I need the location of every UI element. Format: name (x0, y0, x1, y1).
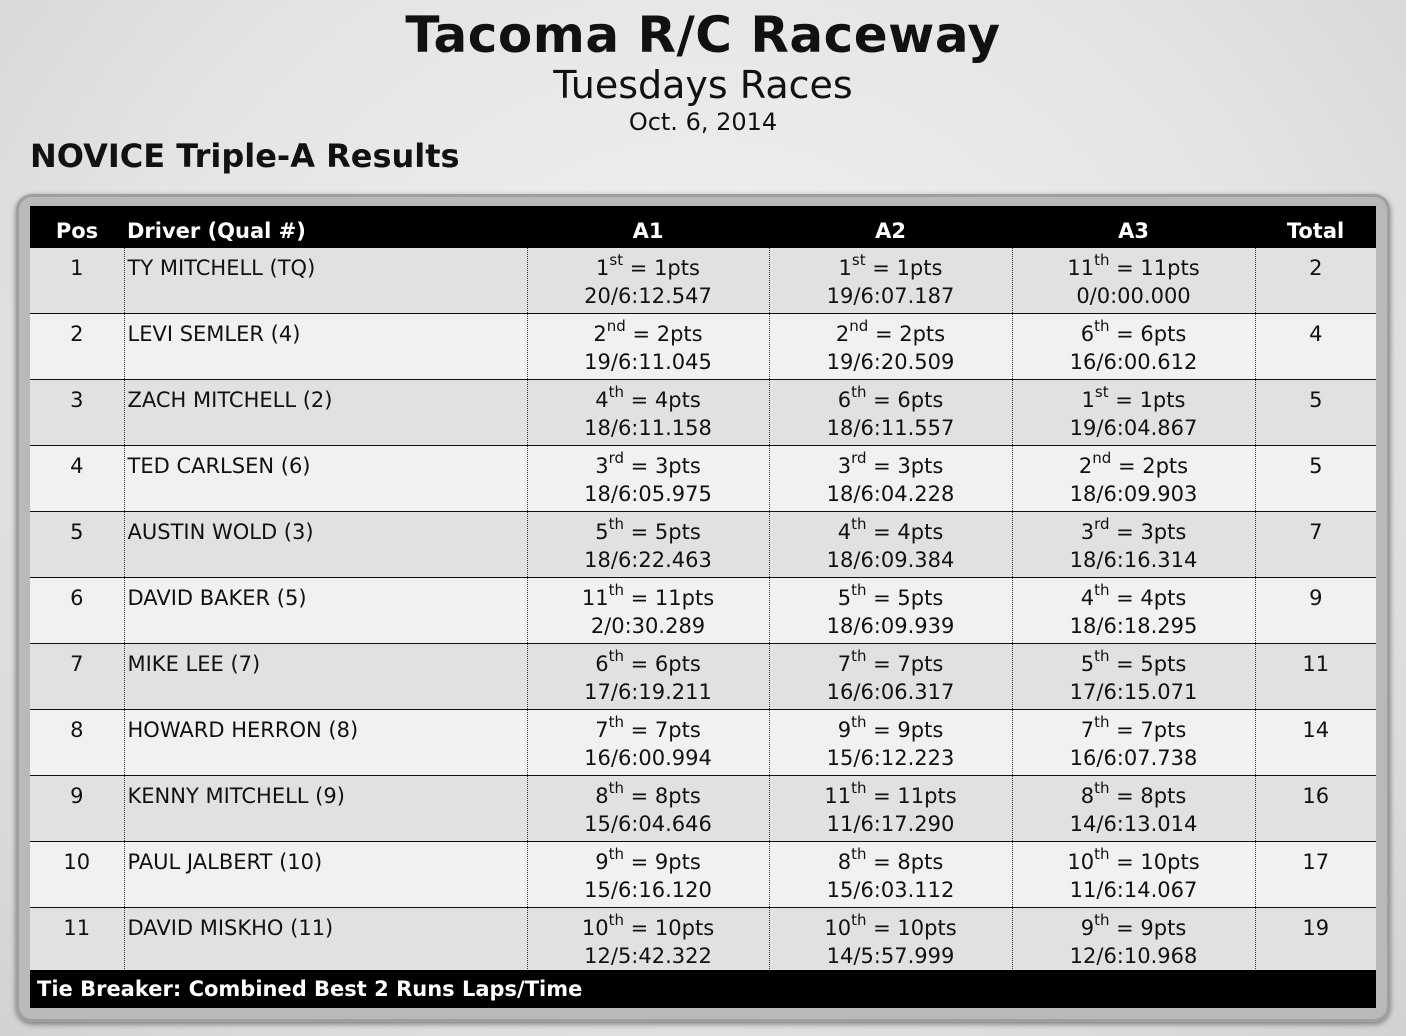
finish-result (770, 776, 1012, 810)
driver-name: TED CARLSEN (6) (127, 454, 311, 478)
finish-points: = 7pts (866, 652, 944, 676)
finish-place: 3 (837, 454, 852, 478)
total-cell (1255, 314, 1376, 380)
finish-place: 9 (1080, 916, 1095, 940)
laps-time: 15/6:04.646 (584, 812, 712, 836)
pos-cell (30, 248, 124, 314)
a1-cell (527, 578, 769, 644)
laps-time: 0/0:00.000 (1076, 284, 1191, 308)
place-suffix: rd (608, 449, 624, 467)
place-suffix: th (1094, 911, 1110, 929)
place-suffix: nd (606, 317, 626, 335)
pos-value: 1 (70, 256, 84, 280)
finish-place: 1 (1081, 388, 1095, 412)
finish-result (528, 512, 769, 546)
place-suffix: st (851, 251, 866, 269)
column-header-driver: Driver (Qual #) (124, 206, 527, 248)
laps-time: 18/6:11.557 (826, 416, 955, 440)
driver-cell (124, 512, 527, 578)
a2-cell (769, 776, 1012, 842)
place-suffix: th (608, 845, 624, 863)
place-suffix: th (608, 713, 624, 731)
laps-time: 20/6:12.547 (584, 284, 712, 308)
place-suffix: th (608, 383, 624, 401)
driver-cell (124, 380, 527, 446)
laps-time: 16/6:00.994 (584, 746, 712, 770)
finish-points: = 4pts (623, 388, 701, 412)
finish-result (528, 314, 769, 348)
laps-time: 18/6:05.975 (584, 482, 712, 506)
total-cell (1255, 776, 1376, 842)
pos-value: 11 (63, 916, 91, 940)
finish-result (528, 578, 769, 612)
pos-value: 6 (70, 586, 84, 610)
finish-result (770, 512, 1012, 546)
a2-cell (769, 380, 1012, 446)
total-cell (1255, 512, 1376, 578)
finish-place: 2 (835, 322, 850, 346)
driver-cell (124, 776, 527, 842)
laps-time: 17/6:15.071 (1069, 680, 1198, 704)
table-row (30, 842, 1376, 908)
a1-cell (527, 380, 769, 446)
finish-points: = 9pts (1109, 916, 1187, 940)
finish-result (528, 710, 769, 744)
finish-place: 4 (837, 520, 852, 544)
a2-cell (769, 446, 1012, 512)
pos-cell (30, 380, 124, 446)
finish-points: = 8pts (866, 850, 944, 874)
finish-place: 11 (824, 784, 852, 808)
finish-points: = 1pts (623, 256, 700, 280)
driver-name: DAVID BAKER (5) (127, 586, 307, 610)
a3-cell (1012, 512, 1255, 578)
finish-result (528, 644, 769, 678)
total-cell (1255, 908, 1376, 974)
finish-points: = 7pts (623, 718, 701, 742)
pos-value: 4 (70, 454, 84, 478)
place-suffix: th (851, 647, 867, 665)
finish-points: = 2pts (625, 322, 703, 346)
a2-cell (769, 842, 1012, 908)
a1-cell (527, 446, 769, 512)
finish-result (770, 710, 1012, 744)
finish-points: = 6pts (866, 388, 944, 412)
place-suffix: th (1094, 251, 1110, 269)
finish-result (1013, 842, 1255, 876)
place-suffix: th (1094, 317, 1110, 335)
driver-name: PAUL JALBERT (10) (127, 850, 323, 874)
pos-cell (30, 644, 124, 710)
table-row (30, 512, 1376, 578)
finish-points: = 11pts (623, 586, 715, 610)
total-cell (1255, 578, 1376, 644)
pos-cell (30, 710, 124, 776)
pos-cell (30, 512, 124, 578)
finish-result (770, 578, 1012, 612)
pos-cell (30, 908, 124, 974)
a2-cell (769, 248, 1012, 314)
a3-cell (1012, 644, 1255, 710)
laps-time: 18/6:09.903 (1069, 482, 1198, 506)
place-suffix: th (608, 911, 624, 929)
finish-points: = 7pts (1109, 718, 1187, 742)
finish-place: 2 (1078, 454, 1093, 478)
table-row (30, 314, 1376, 380)
finish-result (1013, 908, 1255, 942)
driver-cell (124, 644, 527, 710)
driver-name: DAVID MISKHO (11) (127, 916, 334, 940)
finish-points: = 8pts (1109, 784, 1187, 808)
section-title: NOVICE Triple-A Results (30, 137, 460, 175)
laps-time: 19/6:07.187 (826, 284, 955, 308)
column-header-pos: Pos (30, 206, 124, 248)
pos-value: 3 (70, 388, 84, 412)
finish-place: 10 (1067, 850, 1095, 874)
finish-points: = 11pts (866, 784, 957, 808)
a1-cell (527, 644, 769, 710)
laps-time: 16/6:07.738 (1069, 746, 1198, 770)
laps-time: 12/5:42.322 (584, 944, 712, 968)
finish-result (770, 446, 1012, 480)
driver-name: AUSTIN WOLD (3) (127, 520, 314, 544)
finish-points: = 10pts (623, 916, 715, 940)
place-suffix: th (851, 581, 867, 599)
table-row (30, 710, 1376, 776)
finish-place: 11 (1067, 256, 1095, 280)
driver-cell (124, 248, 527, 314)
place-suffix: th (851, 515, 867, 533)
table-row (30, 248, 1376, 314)
pos-value: 7 (70, 652, 84, 676)
pos-cell (30, 842, 124, 908)
finish-place: 6 (595, 652, 609, 676)
finish-place: 7 (1080, 718, 1095, 742)
table-row (30, 908, 1376, 974)
laps-time: 16/6:06.317 (826, 680, 955, 704)
column-header-a1: A1 (527, 206, 769, 248)
finish-points: = 3pts (866, 454, 944, 478)
place-suffix: th (1094, 779, 1110, 797)
pos-cell (30, 578, 124, 644)
finish-result (528, 908, 769, 942)
finish-place: 3 (595, 454, 609, 478)
total-cell (1255, 842, 1376, 908)
total-points: 14 (1302, 718, 1330, 742)
finish-result (770, 380, 1012, 414)
a1-cell (527, 842, 769, 908)
driver-name: ZACH MITCHELL (2) (127, 388, 333, 412)
finish-place: 4 (595, 388, 609, 412)
finish-result (1013, 578, 1255, 612)
total-cell (1255, 446, 1376, 512)
finish-result (528, 446, 769, 480)
finish-place: 5 (1080, 652, 1095, 676)
a3-cell (1012, 314, 1255, 380)
laps-time: 18/6:04.228 (826, 482, 955, 506)
laps-time: 19/6:11.045 (584, 350, 712, 374)
finish-points: = 2pts (868, 322, 946, 346)
total-points: 7 (1309, 520, 1323, 544)
total-points: 9 (1309, 586, 1323, 610)
finish-points: = 5pts (866, 586, 944, 610)
driver-name: KENNY MITCHELL (9) (127, 784, 345, 808)
table-row (30, 380, 1376, 446)
laps-time: 18/6:22.463 (584, 548, 712, 572)
finish-result (528, 248, 769, 282)
pos-value: 5 (70, 520, 84, 544)
laps-time: 11/6:17.290 (826, 812, 955, 836)
place-suffix: st (1094, 383, 1109, 401)
finish-place: 8 (1080, 784, 1095, 808)
finish-place: 6 (1080, 322, 1095, 346)
laps-time: 12/6:10.968 (1069, 944, 1198, 968)
finish-result (1013, 710, 1255, 744)
place-suffix: th (1094, 713, 1110, 731)
a1-cell (527, 512, 769, 578)
a1-cell (527, 908, 769, 974)
a3-cell (1012, 710, 1255, 776)
laps-time: 18/6:09.939 (826, 614, 955, 638)
a2-cell (769, 314, 1012, 380)
finish-result (1013, 644, 1255, 678)
pos-cell (30, 446, 124, 512)
driver-name: TY MITCHELL (TQ) (127, 256, 316, 280)
a3-cell (1012, 842, 1255, 908)
laps-time: 16/6:00.612 (1069, 350, 1198, 374)
driver-cell (124, 908, 527, 974)
finish-result (1013, 446, 1255, 480)
total-cell (1255, 248, 1376, 314)
finish-result (1013, 314, 1255, 348)
a2-cell (769, 578, 1012, 644)
place-suffix: th (608, 779, 624, 797)
laps-time: 15/6:12.223 (826, 746, 955, 770)
page-subtitle: Tuesdays Races (553, 63, 853, 107)
driver-cell (124, 446, 527, 512)
finish-place: 1 (596, 256, 610, 280)
finish-points: = 6pts (623, 652, 701, 676)
finish-place: 10 (581, 916, 609, 940)
place-suffix: th (608, 581, 624, 599)
a1-cell (527, 710, 769, 776)
finish-place: 4 (1080, 586, 1095, 610)
laps-time: 18/6:11.158 (584, 416, 712, 440)
results-table (30, 206, 1376, 974)
place-suffix: th (608, 647, 624, 665)
finish-points: = 8pts (623, 784, 701, 808)
driver-cell (124, 314, 527, 380)
total-points: 16 (1302, 784, 1330, 808)
total-points: 17 (1302, 850, 1330, 874)
finish-place: 7 (595, 718, 609, 742)
a2-cell (769, 710, 1012, 776)
pos-value: 10 (63, 850, 91, 874)
place-suffix: th (1094, 845, 1110, 863)
a3-cell (1012, 248, 1255, 314)
a1-cell (527, 776, 769, 842)
finish-points: = 9pts (623, 850, 701, 874)
laps-time: 15/6:16.120 (584, 878, 712, 902)
total-points: 5 (1309, 388, 1323, 412)
laps-time: 17/6:19.211 (584, 680, 712, 704)
finish-place: 6 (837, 388, 852, 412)
driver-name: MIKE LEE (7) (127, 652, 261, 676)
table-row (30, 776, 1376, 842)
finish-points: = 5pts (623, 520, 701, 544)
column-header-a3: A3 (1012, 206, 1255, 248)
finish-points: = 6pts (1109, 322, 1187, 346)
total-cell (1255, 710, 1376, 776)
place-suffix: rd (851, 449, 867, 467)
finish-result (770, 248, 1012, 282)
pos-value: 8 (70, 718, 84, 742)
page-title: Tacoma R/C Raceway (405, 6, 1001, 64)
laps-time: 18/6:09.384 (826, 548, 955, 572)
finish-place: 10 (824, 916, 852, 940)
column-header-a2: A2 (769, 206, 1012, 248)
a3-cell (1012, 578, 1255, 644)
finish-result (1013, 776, 1255, 810)
finish-result (770, 314, 1012, 348)
place-suffix: th (851, 845, 867, 863)
place-suffix: nd (1092, 449, 1112, 467)
a3-cell (1012, 776, 1255, 842)
laps-time: 15/6:03.112 (826, 878, 955, 902)
driver-cell (124, 842, 527, 908)
finish-points: = 1pts (865, 256, 943, 280)
pos-cell (30, 776, 124, 842)
a3-cell (1012, 446, 1255, 512)
table-row (30, 578, 1376, 644)
place-suffix: rd (1094, 515, 1110, 533)
laps-time: 19/6:04.867 (1069, 416, 1198, 440)
a1-cell (527, 248, 769, 314)
finish-points: = 1pts (1108, 388, 1186, 412)
driver-name: HOWARD HERRON (8) (127, 718, 359, 742)
finish-points: = 4pts (866, 520, 944, 544)
place-suffix: th (851, 779, 867, 797)
table-header-row (30, 206, 1376, 248)
place-suffix: th (851, 911, 867, 929)
place-suffix: th (608, 515, 624, 533)
finish-result (1013, 380, 1255, 414)
table-row (30, 644, 1376, 710)
a3-cell (1012, 380, 1255, 446)
driver-cell (124, 710, 527, 776)
laps-time: 14/6:13.014 (1069, 812, 1198, 836)
a1-cell (527, 314, 769, 380)
total-points: 4 (1309, 322, 1323, 346)
finish-points: = 5pts (1109, 652, 1187, 676)
place-suffix: th (851, 383, 867, 401)
laps-time: 11/6:14.067 (1069, 878, 1198, 902)
finish-points: = 9pts (866, 718, 944, 742)
finish-result (770, 842, 1012, 876)
total-cell (1255, 380, 1376, 446)
pos-cell (30, 314, 124, 380)
finish-place: 8 (595, 784, 609, 808)
place-suffix: st (609, 251, 624, 269)
driver-cell (124, 578, 527, 644)
pos-value: 9 (70, 784, 84, 808)
finish-place: 9 (595, 850, 609, 874)
laps-time: 18/6:18.295 (1069, 614, 1198, 638)
finish-place: 11 (581, 586, 609, 610)
laps-time: 2/0:30.289 (590, 614, 706, 638)
total-points: 11 (1302, 652, 1330, 676)
laps-time: 18/6:16.314 (1069, 548, 1198, 572)
finish-result (1013, 248, 1255, 282)
a2-cell (769, 644, 1012, 710)
tie-breaker-note: Tie Breaker: Combined Best 2 Runs Laps/Time (30, 970, 1376, 1008)
place-suffix: th (1094, 647, 1110, 665)
finish-result (528, 776, 769, 810)
finish-points: = 4pts (1109, 586, 1187, 610)
place-suffix: th (1094, 581, 1110, 599)
finish-points: = 11pts (1109, 256, 1200, 280)
place-suffix: nd (849, 317, 869, 335)
table-row (30, 446, 1376, 512)
finish-place: 7 (837, 652, 852, 676)
finish-place: 9 (837, 718, 852, 742)
total-cell (1255, 644, 1376, 710)
finish-place: 5 (595, 520, 609, 544)
finish-place: 1 (838, 256, 852, 280)
laps-time: 14/5:57.999 (826, 944, 955, 968)
column-header-total: Total (1255, 206, 1376, 248)
finish-points: = 10pts (866, 916, 957, 940)
race-date: Oct. 6, 2014 (628, 108, 778, 136)
finish-points: = 10pts (1109, 850, 1200, 874)
a2-cell (769, 512, 1012, 578)
a2-cell (769, 908, 1012, 974)
driver-name: LEVI SEMLER (4) (127, 322, 301, 346)
finish-result (770, 908, 1012, 942)
finish-result (528, 380, 769, 414)
finish-result (528, 842, 769, 876)
pos-value: 2 (70, 322, 84, 346)
finish-place: 3 (1080, 520, 1095, 544)
finish-place: 2 (593, 322, 607, 346)
finish-place: 8 (837, 850, 852, 874)
finish-result (770, 644, 1012, 678)
place-suffix: th (851, 713, 867, 731)
a3-cell (1012, 908, 1255, 974)
finish-result (1013, 512, 1255, 546)
total-points: 5 (1309, 454, 1323, 478)
total-points: 2 (1309, 256, 1323, 280)
total-points: 19 (1302, 916, 1330, 940)
laps-time: 19/6:20.509 (826, 350, 955, 374)
finish-points: = 3pts (624, 454, 701, 478)
finish-points: = 2pts (1111, 454, 1189, 478)
finish-points: = 3pts (1109, 520, 1187, 544)
finish-place: 5 (837, 586, 852, 610)
